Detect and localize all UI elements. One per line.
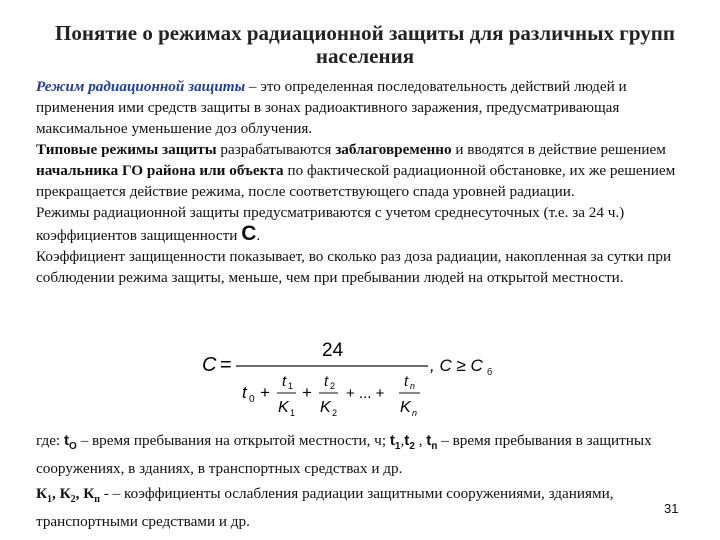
formula-t0: t — [242, 383, 247, 402]
slide-title: Понятие о режимах радиационной защиты для различных групп населения — [55, 21, 675, 68]
formula-k1-sub: 1 — [290, 408, 296, 418]
formula-numerator: 24 — [322, 340, 344, 361]
formula-t2-sub: 2 — [330, 381, 336, 391]
formula-t1-sub: 1 — [288, 381, 294, 391]
regimes-symbol: С — [241, 222, 257, 245]
where-tn-sub: п — [431, 441, 438, 453]
typical-text-1: разрабатываются — [216, 141, 336, 158]
where-sep-2: , — [414, 432, 427, 449]
formula-dots: + ... + — [346, 385, 385, 402]
page-number: 31 — [664, 501, 679, 516]
typical-bold-1: заблаговременно — [335, 141, 452, 158]
definition-text: – это определенная последовательность действий людей и применения ими средств защиты в зонах радиоактивного заражения, предусматривающая максимальное уменьшение доз облучения. — [36, 78, 627, 137]
coef-k1: К — [36, 485, 48, 502]
formula-k2-sub: 2 — [332, 408, 338, 418]
where-sep-1: , — [400, 432, 405, 449]
formula-eq: = — [220, 354, 232, 376]
formula-t0-sub: 0 — [249, 394, 255, 405]
where-label: где: — [36, 432, 61, 449]
formula-tn-sub: n — [410, 381, 416, 391]
formula-k2: K — [320, 399, 331, 416]
formula-condition-sub: б — [487, 367, 493, 377]
formula-k1: K — [278, 399, 289, 416]
regimes-end: . — [256, 227, 261, 244]
typical-paragraph — [36, 139, 701, 202]
where-t0-sub: O — [69, 441, 77, 453]
formula-plus-2: + — [302, 383, 312, 402]
where-paragraph — [36, 430, 701, 480]
formula-kn: K — [400, 399, 411, 416]
typical-text-3: по фактической радиационной обстановке, их же решением прекращается действие режима, после соответствующего спада уровней радиации. — [36, 162, 676, 200]
formula-lhs: C — [202, 354, 217, 376]
where-tn-desc: – время пребывания в защитных сооружениях, в зданиях, в транспортных средствах и др. — [36, 432, 652, 478]
definition-paragraph — [36, 76, 701, 139]
regimes-paragraph — [36, 202, 701, 246]
where-t0-desc: – время пребывания на открытой местности, ч; — [76, 432, 390, 449]
definition-term: Режим радиационной защиты — [36, 78, 246, 95]
coefficients-paragraph: $К_1$, $К_2$, $К_п$ - – коэффициенты ослабления радиации защитными сооружениями, зданиями, транспортными средствами и др. — [36, 485, 614, 531]
typical-term: Типовые режимы защиты — [36, 141, 217, 158]
formula-t2: t — [324, 373, 329, 390]
coefficient-paragraph: Коэффициент защищенности показывает, во сколько раз доза радиации, накопленная за сутки при соблюдении режима защиты, меньше, чем при пребывании людей на открытой местности. — [36, 248, 672, 286]
where-t1-sub: 1 — [394, 441, 401, 453]
coef-kn-sub: п — [94, 494, 100, 506]
regimes-text: Режимы радиационной защиты предусматриваются с учетом среднесуточных (т.е. за 24 ч.) коэффициентов защищенности — [36, 204, 625, 244]
where-t2-sub: 2 — [409, 441, 415, 453]
formula-kn-sub: n — [412, 408, 418, 418]
formula-plus-1: + — [260, 383, 270, 402]
typical-text-2: и вводятся в действие решением — [451, 141, 666, 158]
coef-kn: К — [83, 485, 95, 502]
coef-k2: К — [59, 485, 71, 502]
coef-k2-sub: 2 — [70, 494, 76, 506]
formula-t1: t — [282, 373, 287, 390]
formula-tn: t — [404, 373, 409, 390]
where-t2: t — [404, 432, 410, 449]
protection-formula — [198, 336, 498, 427]
where-t0: t — [63, 432, 70, 449]
where-tn: t — [426, 432, 432, 449]
typical-bold-2: начальника ГО района или объекта — [36, 162, 284, 179]
coef-desc: - – коэффициенты ослабления радиации защитными сооружениями, зданиями, транспортными средствами и др. — [36, 485, 614, 531]
slide-body — [36, 76, 701, 288]
where-t1: t — [389, 432, 395, 449]
formula-condition: , C ≥ C — [430, 356, 483, 375]
coef-k1-sub: 1 — [47, 494, 53, 506]
